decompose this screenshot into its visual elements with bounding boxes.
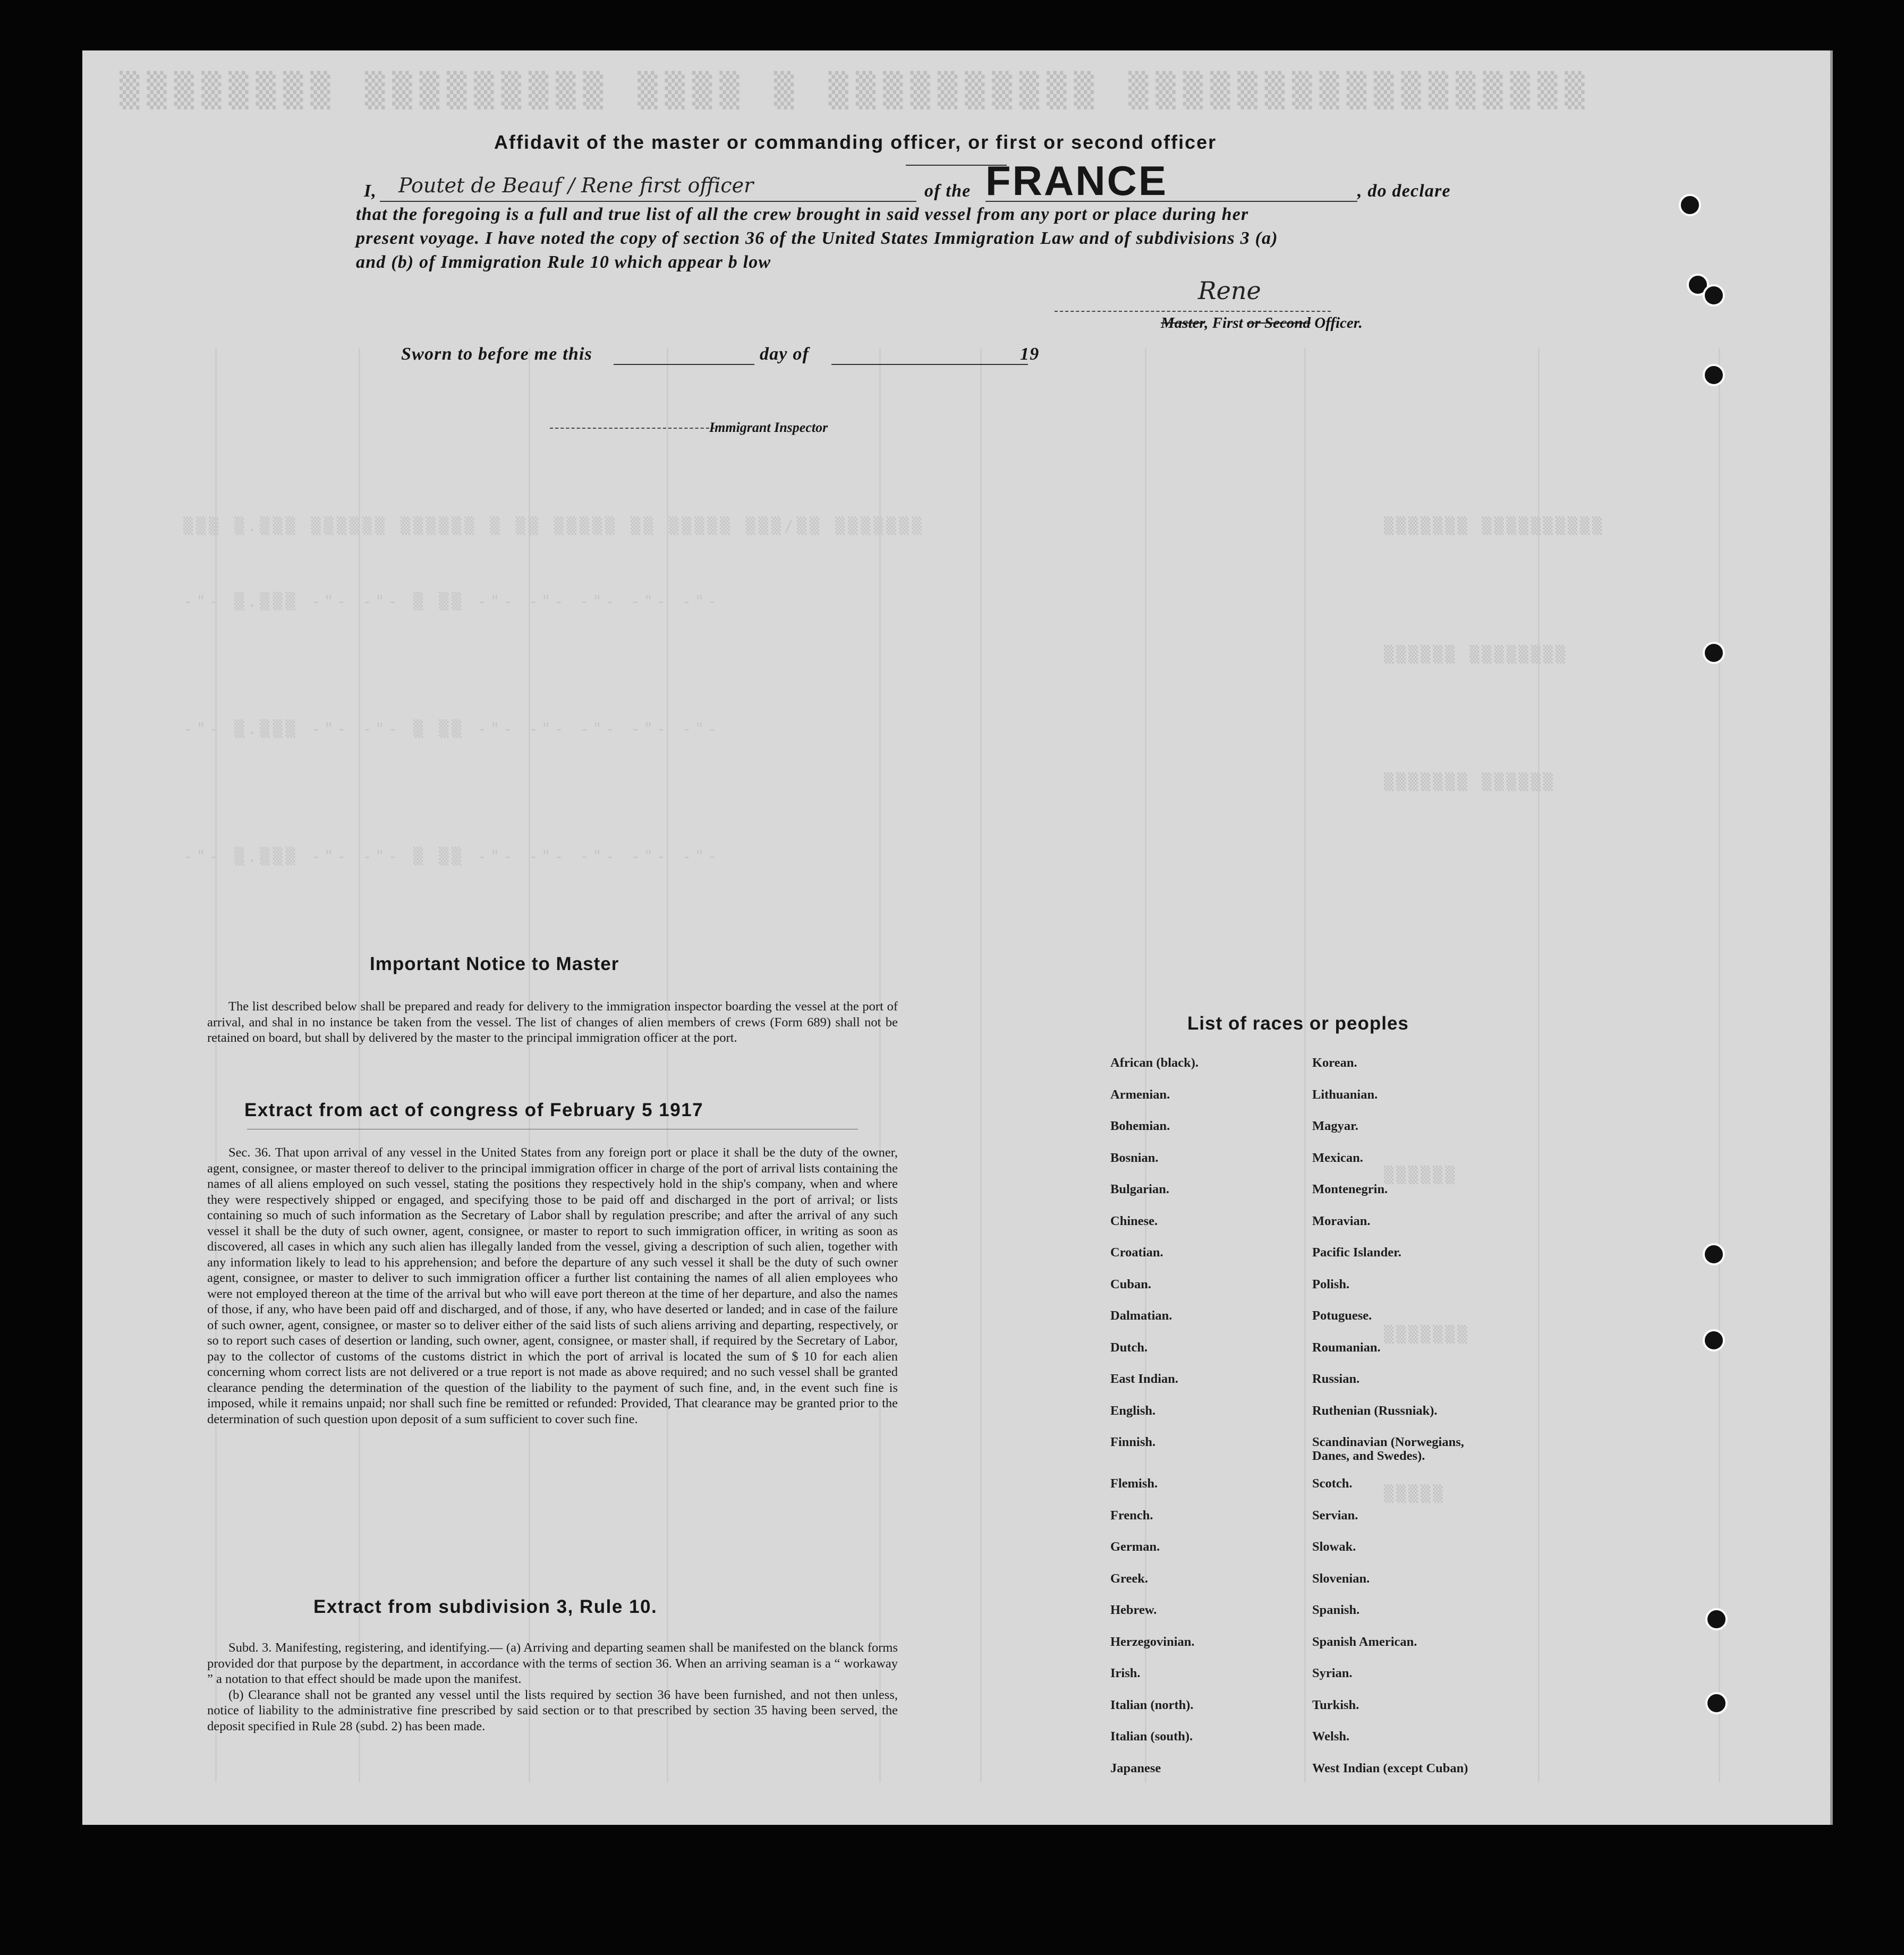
race-item: Potuguese. [1312, 1308, 1372, 1323]
signature-line [1055, 311, 1331, 312]
race-item: Korean. [1312, 1056, 1357, 1070]
race-item: Armenian. [1110, 1087, 1170, 1102]
race-item: Spanish. [1312, 1603, 1360, 1617]
rule-extract-body [207, 1640, 898, 1734]
race-item: Croatian. [1110, 1245, 1163, 1260]
affidavit-line-4: and (b) of Immigration Rule 10 which appear b low [356, 252, 771, 272]
affidavit-title: Affidavit of the master or commanding officer, or first or second officer [494, 131, 1217, 153]
show-through-rule [667, 348, 668, 1782]
race-item: Slowak. [1312, 1540, 1356, 1554]
race-item: Servian. [1312, 1508, 1358, 1523]
races-right-column [1312, 1056, 1557, 1793]
race-item: West Indian (except Cuban) [1312, 1761, 1468, 1775]
notice-body [207, 999, 898, 1046]
race-item: German. [1110, 1540, 1160, 1554]
race-item: Russian. [1312, 1372, 1360, 1386]
race-item: Ruthenian (Russniak). [1312, 1403, 1438, 1418]
show-through-name: ▒▒▒▒▒▒▒ [1384, 1325, 1470, 1344]
section-36-paragraph: Sec. 36. That upon arrival of any vessel in the United States from any foreign port or place it shall be the duty of the owner, agent, consignee, or master thereof to deliver to the principal immigration officer in charge of the port of arrival lists containing the names of all aliens employed on such vessel, stating the positions they respectively hold in the ship's company, when and where they were respectively shipped or engaged, and specifying those to be paid off and discharged in the port of arrival; or lists containing so much of such information as the Secretary of Labor shall by regulation prescribe; and after the arrival of any such vessel it shall be the duty of such owner, agent, consignee, or master to report to such immigration officer, in writing as soon as discovered, all cases in which any such alien has illegally landed from the vessel, giving a description of such alien, together with any information likely to lead to his apprehension; and before the departure of any such vessel it shall be the duty of such owner agent, consignee, or master to deliver to such immigration officer a further list containing the names of all alien employees who were not employed thereon at the time of the arrival but who will eave port thereon at the time of her departure, and also the names of those, if any, who have been paid off and discharged, and of those, if any, who have deserted or landed; and in case of the failure of such owner, agent, consignee, or master so to deliver either of the said lists of such aliens arriving and departing, respectively, or so to report such cases of desertion or landing, such owner, agent, consignee, or master shall, if required by the Secretary of Labor, pay to the collector of customs of the customs district in which the port of arrival is located the sum of $ 10 for each alien concerning whom correct lists are not delivered or a true report is not made as above required; and no such vessel shall be granted clearance pending the determination of the question of the liability to the payment of such fine, and, in the event such fine is imposed, while it remains unpaid; nor shall such fine be remitted or refunded: Provided, That clearance may be granted prior to the determination of such question upon deposit of a sum sufficient to cover such fine. [207, 1145, 898, 1426]
rule-extract-title: Extract from subdivision 3, Rule 10. [313, 1596, 658, 1617]
show-through-row: ▒▒▒ ▒.▒▒▒ ▒▒▒▒▒▒ ▒▒▒▒▒▒ ▒ ▒▒ ▒▒▒▒▒ ▒▒ ▒▒▒▒▒ ▒▒▒/▒▒ ▒▒▒▒▒▒▒ [183, 517, 925, 536]
race-item: Bosnian. [1110, 1150, 1159, 1165]
show-through-row: -"- ▒.▒▒▒ -"- -"- ▒ ▒▒ -"- -"- -"- -"- -"- [183, 847, 720, 866]
race-item: East Indian. [1110, 1372, 1179, 1386]
race-item: Bohemian. [1110, 1119, 1170, 1133]
notice-paragraph: The list described below shall be prepared and ready for delivery to the immigration inspector boarding the vessel at the port of arrival, and shal in no instance be taken from the vessel. The list of changes of alien members of crews (Form 689) shall not be retained on board, but shall by delivered by the master to the principal immigration officer at the port. [207, 999, 898, 1045]
race-item: Dalmatian. [1110, 1308, 1172, 1323]
affidavit-declare: , do declare [1357, 181, 1451, 201]
race-item: Greek. [1110, 1571, 1148, 1586]
sworn-year: 19 [1020, 344, 1040, 364]
race-item: Dutch. [1110, 1340, 1148, 1355]
show-through-name: ▒▒▒▒▒▒▒ ▒▒▒▒▒▒▒▒▒▒ [1384, 517, 1605, 536]
show-through-name: ▒▒▒▒▒▒ ▒▒▒▒▒▒▒▒ [1384, 645, 1568, 664]
affidavit-i: I, [364, 181, 377, 201]
show-through-rule [980, 348, 982, 1782]
races-title: List of races or peoples [1187, 1013, 1409, 1034]
sworn-day-of: day of [760, 344, 810, 364]
race-item: English. [1110, 1403, 1156, 1418]
caption-first: , First [1204, 314, 1243, 332]
race-item: Pacific Islander. [1312, 1245, 1401, 1260]
show-through-rule [359, 348, 360, 1782]
affidavit-line-3: present voyage. I have noted the copy of section 36 of the United States Immigration Law and of subdivisions 3 (a) [356, 228, 1278, 248]
act-extract-title: Extract from act of congress of February 5 1917 [244, 1100, 704, 1120]
race-item: Japanese [1110, 1761, 1161, 1775]
binder-hole [1705, 1692, 1728, 1714]
act-extract-body [207, 1145, 898, 1427]
race-item: Spanish American. [1312, 1634, 1417, 1649]
name-line [380, 201, 916, 202]
race-item: Montenegrin. [1312, 1182, 1388, 1196]
show-through-header: ▒▒▒▒▒▒▒▒ ▒▒▒▒▒▒▒▒▒ ▒▒▒▒ ▒ ▒▒▒▒▒▒▒▒▒▒ ▒▒▒▒▒▒▒▒▒▒▒▒▒▒▒▒▒ [120, 71, 1592, 109]
affidavit-of-the: of the [924, 181, 971, 201]
race-item: African (black). [1110, 1056, 1199, 1070]
race-item: Flemish. [1110, 1476, 1158, 1491]
race-item: Welsh. [1312, 1729, 1350, 1744]
race-item: Bulgarian. [1110, 1182, 1169, 1196]
vessel-line [985, 201, 1357, 202]
binder-hole [1703, 1243, 1725, 1265]
race-item: Cuban. [1110, 1277, 1151, 1291]
sworn-month-line [831, 364, 1028, 365]
vessel-name: FRANCE [985, 157, 1168, 204]
officer-name-handwritten: Poutet de Beauf / Rene first officer [398, 174, 754, 197]
race-item: Mexican. [1312, 1150, 1363, 1165]
show-through-rule [879, 348, 881, 1782]
caption-or-second: or Second [1246, 314, 1311, 332]
caption-master: Master [1161, 314, 1205, 332]
show-through-name: ▒▒▒▒▒▒ [1384, 1166, 1458, 1185]
race-item: Hebrew. [1110, 1603, 1157, 1617]
show-through-row: -"- ▒.▒▒▒ -"- -"- ▒ ▒▒ -"- -"- -"- -"- -"- [183, 720, 720, 738]
race-item: Chinese. [1110, 1213, 1158, 1228]
races-left-column [1110, 1056, 1323, 1793]
race-item: Slovenian. [1312, 1571, 1370, 1586]
binder-hole [1703, 642, 1725, 664]
sworn-text: Sworn to before me this [401, 344, 593, 364]
race-item: Herzegovinian. [1110, 1634, 1195, 1649]
race-item: Polish. [1312, 1277, 1350, 1291]
binder-hole [1705, 1608, 1728, 1630]
race-item: Lithuanian. [1312, 1087, 1378, 1102]
race-item: Italian (north). [1110, 1697, 1194, 1712]
show-through-rule [215, 348, 217, 1782]
race-item: Moravian. [1312, 1213, 1371, 1228]
inspector-line [550, 428, 715, 429]
race-item: Turkish. [1312, 1697, 1359, 1712]
show-through-rule [1719, 348, 1720, 1782]
affidavit-line-2: that the foregoing is a full and true list of all the crew brought in said vessel from any port or place during her [356, 205, 1249, 224]
binder-hole [1703, 364, 1725, 386]
race-item: Syrian. [1312, 1666, 1353, 1680]
caption-officer: Officer. [1314, 314, 1363, 332]
binder-hole [1703, 284, 1725, 307]
race-item: Irish. [1110, 1666, 1141, 1680]
notice-title: Important Notice to Master [370, 954, 619, 974]
race-item: Finnish. [1110, 1435, 1156, 1449]
sworn-day-line [614, 364, 754, 365]
show-through-name: ▒▒▒▒▒▒▒ ▒▒▒▒▒▒ [1384, 773, 1556, 792]
race-item: Magyar. [1312, 1119, 1358, 1133]
signature-caption [1161, 314, 1363, 332]
race-item: Italian (south). [1110, 1729, 1193, 1744]
race-item: Scandinavian (Norwegians, Danes, and Swedes). [1312, 1435, 1464, 1463]
subdivision-b-paragraph: (b) Clearance shall not be granted any vessel until the lists required by section 36 have been furnished, and not then unless, notice of liability to the administrative fine prescribed by said section or to that prescribed by section 35 having been served, the deposit specified in Rule 28 (subd. 2) has been made. [207, 1687, 898, 1733]
race-item: Roumanian. [1312, 1340, 1381, 1355]
subdivision-a-paragraph: Subd. 3. Manifesting, registering, and identifying.— (a) Arriving and departing seamen shall be manifested on the blanck forms provided dor that purpose by the department, in accordance with the terms of section 36. When an arriving seaman is a “ workaway ” a notation to that effect should be made upon the manifest. [207, 1640, 898, 1686]
show-through-rule [529, 348, 530, 1782]
manifest-page [82, 50, 1830, 1825]
show-through-row: -"- ▒.▒▒▒ -"- -"- ▒ ▒▒ -"- -"- -"- -"- -"- [183, 592, 720, 611]
inspector-caption: Immigrant Inspector [709, 420, 828, 435]
signature-handwritten: Rene [1198, 276, 1261, 305]
show-through-name: ▒▒▒▒▒ [1384, 1485, 1446, 1503]
race-item: Scotch. [1312, 1476, 1353, 1491]
binder-hole [1679, 194, 1701, 216]
binder-hole [1703, 1329, 1725, 1352]
race-item: French. [1110, 1508, 1153, 1523]
